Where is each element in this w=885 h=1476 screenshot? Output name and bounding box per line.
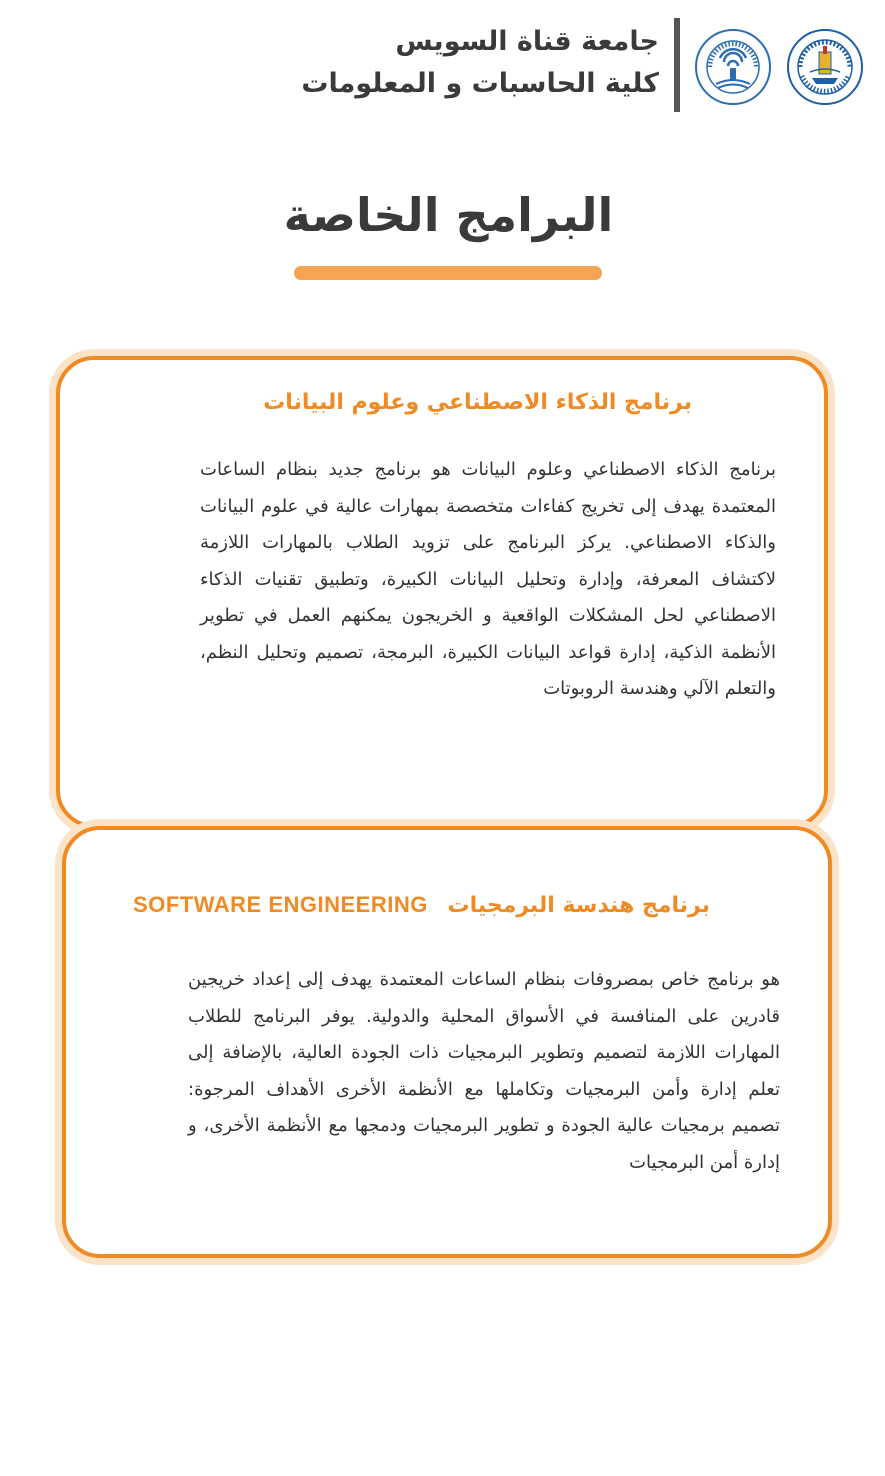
program-card-ai <box>56 356 828 828</box>
title-underline <box>294 266 602 280</box>
program-description: برنامج الذكاء الاصطناعي وعلوم البيانات هو برنامج جديد بنظام الساعات المعتمدة يهدف إلى تخريج كفاءات متخصصة بمهارات عالية في علوم البيانات والذكاء الاصطناعي. يركز البرنامج على تزويد الطلاب بالمهارات اللازمة لاكتشاف المعرفة، وإدارة وتحليل البيانات الكبيرة، وتطبيق تقنيات الذكاء الاصطناعي لحل المشكلات الواقعية و الخريجون يمكنهم العمل في تطوير الأنظمة الذكية، إدارة قواعد البيانات الكبيرة، البرمجة، تصميم وتحليل النظم، والتعلم الآلي وهندسة الروبوتات <box>200 459 776 699</box>
program-title: برنامج الذكاء الاصطناعي وعلوم البيانات <box>263 390 692 415</box>
program-description: هو برنامج خاص بمصروفات بنظام الساعات المعتمدة يهدف إلى إعداد خريجين قادرين على المنافسة في الأسواق المحلية والدولية. يوفر البرنامج للطلاب المهارات اللازمة لتصميم وتطوير البرمجيات ذات الجودة العالية، بالإضافة إلى تعلم إدارة وأمن البرمجيات وتكاملها مع الأنظمة الأخرى الأهداف المرجوة: تصميم برمجيات عالية الجودة و تطوير البرمجيات ودمجها مع الأنظمة الأخرى، و إدارة أمن البرمجيات <box>188 969 780 1173</box>
faculty-name: كلية الحاسبات و المعلومات <box>301 68 659 99</box>
header <box>0 14 885 114</box>
suez-canal-university-logo-icon <box>786 28 864 106</box>
program-title-english: SOFTWARE ENGINEERING <box>133 892 428 917</box>
program-title-arabic: برنامج هندسة البرمجيات <box>447 893 710 918</box>
program-title <box>133 892 710 918</box>
faculty-logo-icon <box>694 28 772 106</box>
header-divider <box>674 18 680 112</box>
university-name: جامعة قناة السويس <box>395 26 659 57</box>
page-title: البرامج الخاصة <box>283 188 614 242</box>
program-card-software-engineering <box>62 826 832 1258</box>
